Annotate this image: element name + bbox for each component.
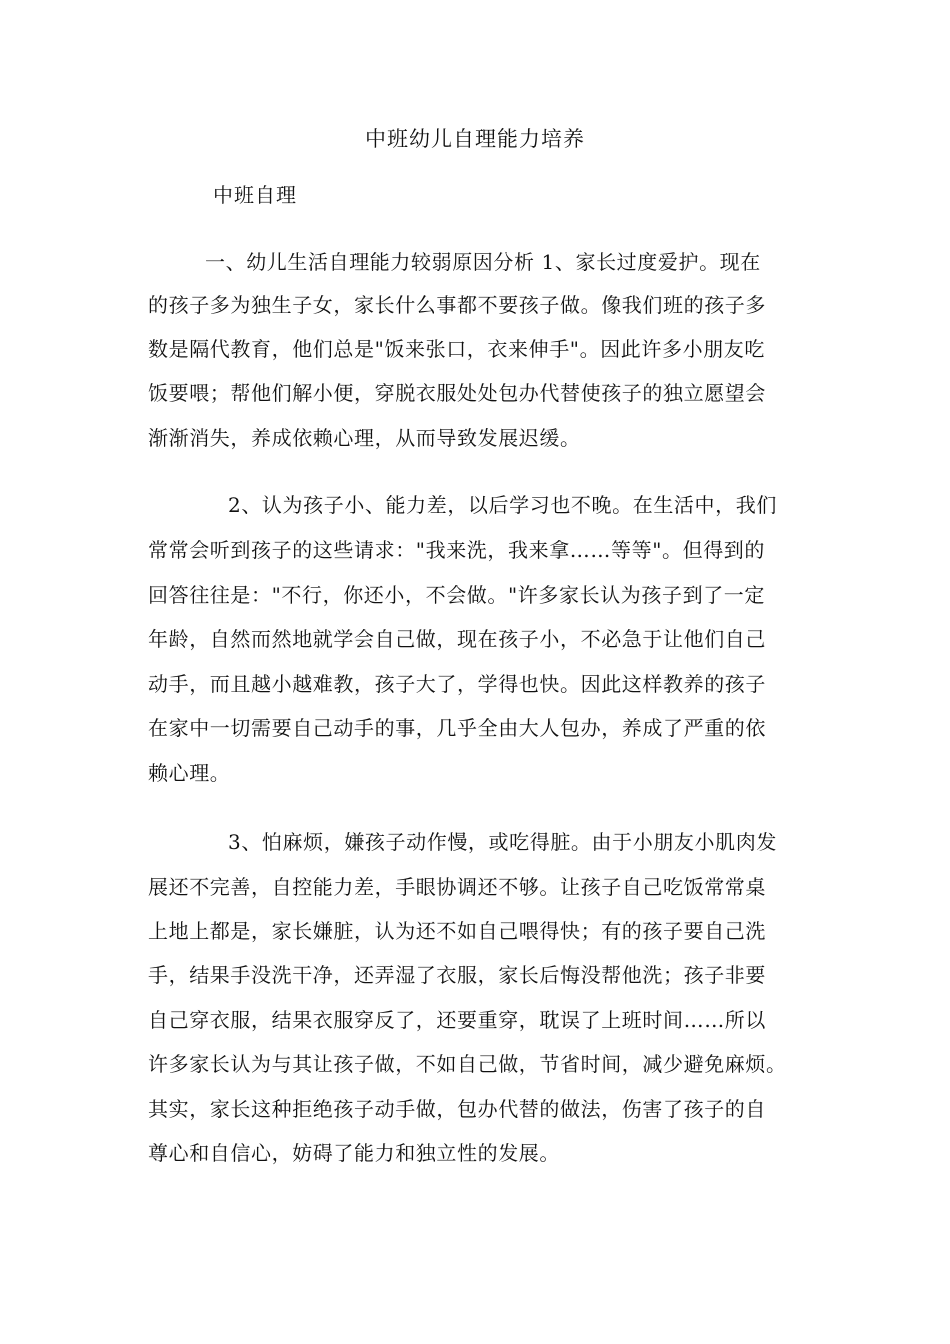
paragraph-3-line-4: 手，结果手没洗干净，还弄湿了衣服，家长后悔没帮他洗；孩子非要 [148,963,766,987]
paragraph-3-line-5: 自己穿衣服，结果衣服穿反了，还要重穿，耽误了上班时间……所以 [148,1008,766,1032]
paragraph-1-line-3: 数是隔代教育，他们总是"饭来张口，衣来伸手"。因此许多小朋友吃 [148,337,765,361]
paragraph-2-line-7: 赖心理。 [148,761,231,785]
paragraph-3-line-2: 展还不完善，自控能力差，手眼协调还不够。让孩子自己吃饭常常桌 [148,875,766,899]
paragraph-1-line-5: 渐渐消失，养成依赖心理，从而导致发展迟缓。 [148,426,581,450]
paragraph-2-line-1: 2、认为孩子小、能力差，以后学习也不晚。在生活中，我们 [228,493,777,517]
document-title: 中班幼儿自理能力培养 [365,127,585,151]
document-subtitle: 中班自理 [213,183,297,207]
paragraph-2-line-4: 年龄，自然而然地就学会自己做，现在孩子小，不必急于让他们自己 [148,627,766,651]
paragraph-2-line-6: 在家中一切需要自己动手的事，几乎全由大人包办，养成了严重的依 [148,716,766,740]
paragraph-3-line-1: 3、怕麻烦，嫌孩子动作慢，或吃得脏。由于小朋友小肌肉发 [228,830,777,854]
paragraph-3-line-7: 其实，家长这种拒绝孩子动手做，包办代替的做法，伤害了孩子的自 [148,1097,766,1121]
paragraph-1-line-2: 的孩子多为独生子女，家长什么事都不要孩子做。像我们班的孩子多 [148,293,766,317]
paragraph-3-line-8: 尊心和自信心，妨碍了能力和独立性的发展。 [148,1141,560,1165]
paragraph-2-line-5: 动手，而且越小越难教，孩子大了，学得也快。因此这样教养的孩子 [148,672,766,696]
paragraph-3-line-3: 上地上都是，家长嫌脏，认为还不如自己喂得快；有的孩子要自己洗 [148,919,766,943]
paragraph-3-line-6: 许多家长认为与其让孩子做，不如自己做，节省时间，减少避免麻烦。 [148,1052,787,1076]
paragraph-2-line-2: 常常会听到孩子的这些请求："我来洗，我来拿……等等"。但得到的 [148,538,765,562]
paragraph-1-line-4: 饭要喂；帮他们解小便，穿脱衣服处处包办代替使孩子的独立愿望会 [148,381,766,405]
paragraph-1-line-1: 一、幼儿生活自理能力较弱原因分析 1、家长过度爱护。现在 [205,250,761,274]
paragraph-2-line-3: 回答往往是："不行，你还小，不会做。"许多家长认为孩子到了一定 [148,583,765,607]
